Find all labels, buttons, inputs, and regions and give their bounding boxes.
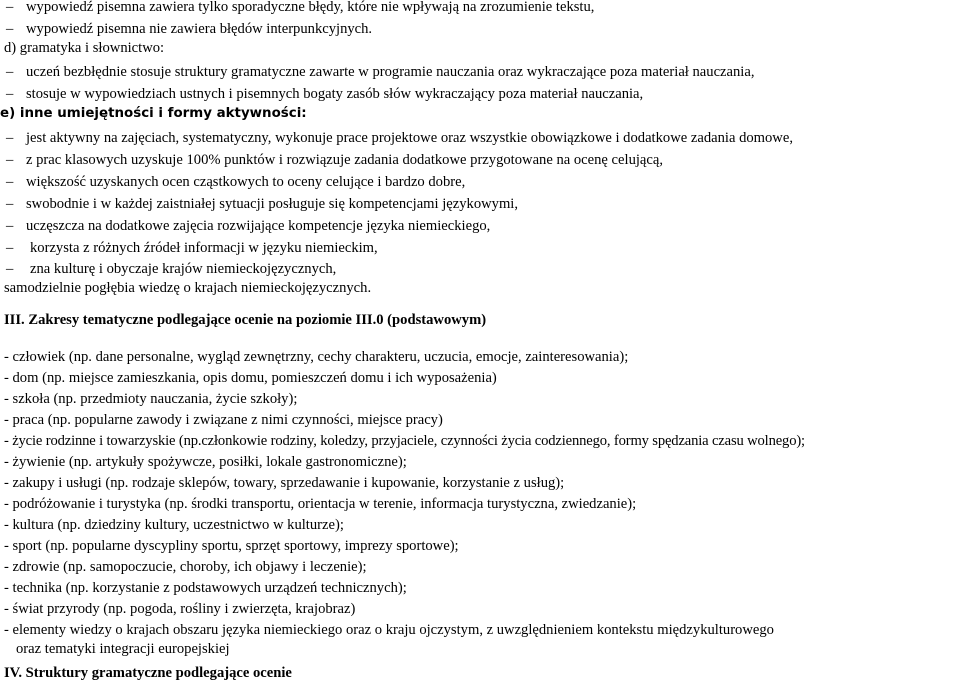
topic-item: - człowiek (np. dane personalne, wygląd zewnętrzny, cechy charakteru, uczucia, emocje, zainteresowania); [4,349,629,365]
section-heading-iii: III. Zakresy tematyczne podlegające ocenie na poziomie III.0 (podstawowym) [4,312,487,328]
topic-item: - dom (np. miejsce zamieszkania, opis domu, pomieszczeń domu i ich wyposażenia) [4,370,497,386]
item-text: z prac klasowych uzyskuje 100% punktów i rozwiązuje zadania dodatkowe przygotowane na ocenę celującą, [26,152,664,168]
item-text: jest aktywny na zajęciach, systematyczny, wykonuje prace projektowe oraz wszystkie obowiązkowe i dodatkowe zadania domowe, [26,130,793,146]
topic-item: - szkoła (np. przedmioty nauczania, życie szkoły); [4,391,298,407]
item-text: stosuje w wypowiedziach ustnych i pisemnych bogaty zasób słów wykraczający poza materiał nauczania, [26,86,644,102]
dash-bullet: – [6,21,14,37]
dash-bullet: – [6,130,14,146]
topic-item: - technika (np. korzystanie z podstawowych urządzeń technicznych); [4,580,407,596]
dash-bullet: – [6,218,14,234]
item-text: uczeń bezbłędnie stosuje struktury gramatyczne zawarte w programie nauczania oraz wykraczające poza materiał nauczania, [26,64,755,80]
topic-item: - zakupy i usługi (np. rodzaje sklepów, towary, sprzedawanie i kupowanie, korzystanie z usług); [4,475,565,491]
topic-item: - elementy wiedzy o krajach obszaru języka niemieckiego oraz o kraju ojczystym, z uwzględnieniem kontekstu międzykulturowego [4,622,774,638]
topic-item: - praca (np. popularne zawody i związane z nimi czynności, miejsce pracy) [4,412,443,428]
item-text: wypowiedź pisemna zawiera tylko sporadyczne błędy, które nie wpływają na zrozumienie tekstu, [26,0,595,15]
dash-bullet: – [6,64,14,80]
item-text: korzysta z różnych źródeł informacji w języku niemieckim, [30,240,378,256]
dash-bullet: – [6,152,14,168]
dash-bullet: – [6,86,14,102]
dash-bullet: – [6,196,14,212]
topic-item: - życie rodzinne i towarzyskie (np.członkowie rodziny, koledzy, przyjaciele, czynności życia codziennego, formy spędzania czasu wolnego); [4,433,805,449]
topic-item: - podróżowanie i turystyka (np. środki transportu, orientacja w terenie, informacja turystyczna, zwiedzanie); [4,496,637,512]
item-text: wypowiedź pisemna nie zawiera błędów interpunkcyjnych. [26,21,373,37]
topic-item: - świat przyrody (np. pogoda, rośliny i zwierzęta, krajobraz) [4,601,356,617]
section-heading-e: e) inne umiejętności i formy aktywności: [0,106,307,121]
dash-bullet: – [6,240,14,256]
topic-item: - zdrowie (np. samopoczucie, choroby, ich objawy i leczenie); [4,559,367,575]
plain-line: samodzielnie pogłębia wiedzę o krajach niemieckojęzycznych. [4,280,372,296]
dash-bullet: – [6,174,14,190]
dash-bullet: – [6,0,14,15]
item-text: swobodnie i w każdej zaistniałej sytuacji posługuje się kompetencjami językowymi, [26,196,519,212]
item-text: zna kulturę i obyczaje krajów niemieckojęzycznych, [30,261,337,277]
topic-item: - żywienie (np. artykuły spożywcze, posiłki, lokale gastronomiczne); [4,454,407,470]
item-text: większość uzyskanych ocen cząstkowych to oceny celujące i bardzo dobre, [26,174,466,190]
topic-item-continuation: oraz tematyki integracji europejskiej [16,641,230,657]
topic-item: - sport (np. popularne dyscypliny sportu, sprzęt sportowy, imprezy sportowe); [4,538,459,554]
topic-item: - kultura (np. dziedziny kultury, uczestnictwo w kulturze); [4,517,344,533]
item-text: uczęszcza na dodatkowe zajęcia rozwijające kompetencje języka niemieckiego, [26,218,491,234]
dash-bullet: – [6,261,14,277]
section-heading-d: d) gramatyka i słownictwo: [4,40,165,56]
section-heading-iv: IV. Struktury gramatyczne podlegające ocenie [4,665,292,681]
